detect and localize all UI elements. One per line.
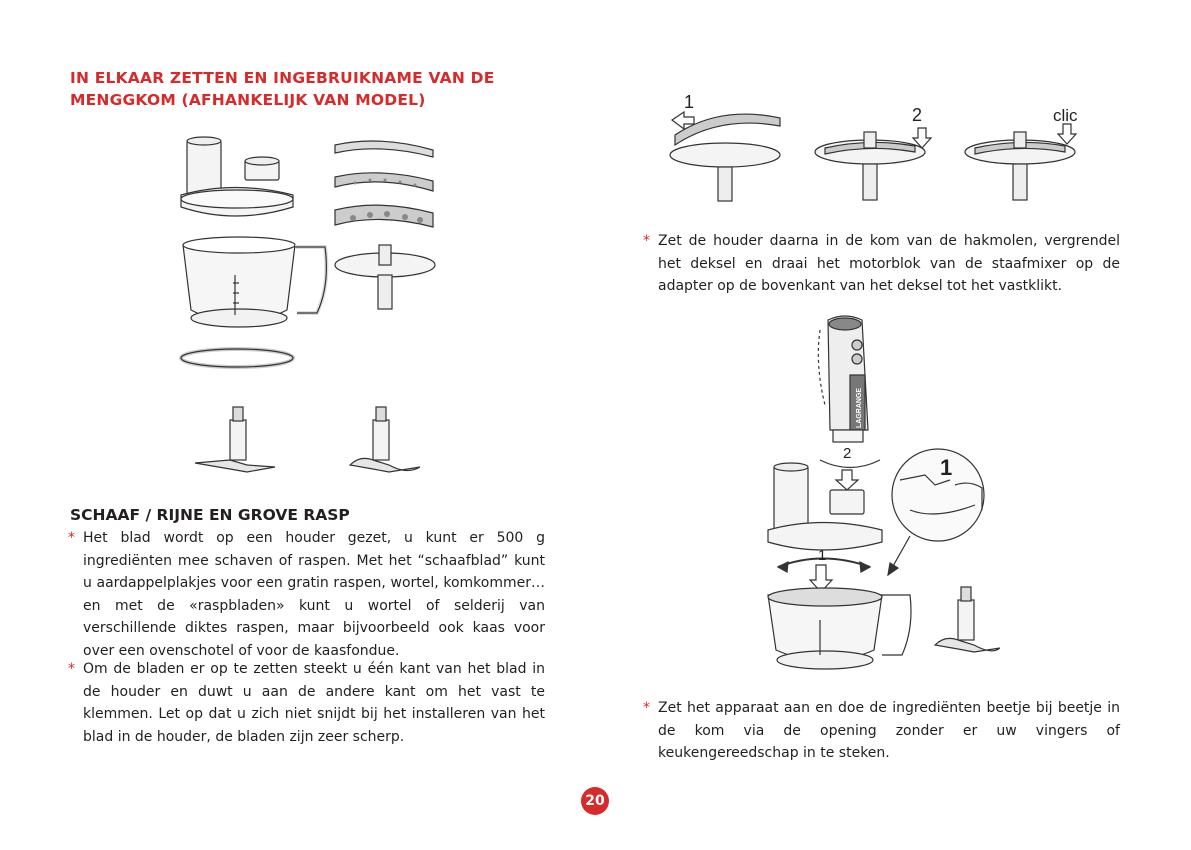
assembly-label-1: 1 xyxy=(818,547,827,564)
paragraph-text: Zet het apparaat aan en doe de ingrediënten beetje bij beetje in de kom via de opening zonder er uw vingers of keukengereedschap in te steken. xyxy=(658,700,1120,762)
parts-illustration xyxy=(175,135,450,480)
bullet-marker: * xyxy=(643,233,650,249)
bullet-marker: * xyxy=(643,700,650,716)
paragraph-holder-placement xyxy=(643,230,1120,298)
paragraph-text: Om de bladen er op te zetten steekt u één kant van het blad in de houder en duwt u aan de andere kant om het vast te klemmen. Let op dat u zich niet snijdt bij het installeren van het blad in de houder, de bladen zijn zeer scherp. xyxy=(83,661,545,745)
blade-mounting-steps xyxy=(660,90,1120,210)
paragraph-text: Zet de houder daarna in de kom van de hakmolen, vergrendel het deksel en draai het motorblok van de staafmixer op de adapter op de bovenkant van het deksel tot het vastklikt. xyxy=(658,233,1120,295)
paragraph-blade-install xyxy=(68,658,545,748)
bullet-marker: * xyxy=(68,530,75,546)
chopping-blade-illustration-2 xyxy=(350,407,420,472)
step-label-2: 2 xyxy=(912,105,923,125)
slicer-blades-illustration xyxy=(335,141,433,227)
step-label-1: 1 xyxy=(684,92,695,112)
page-number: 20 xyxy=(581,787,609,815)
assembly-label-2: 2 xyxy=(843,445,852,462)
zoom-label-1: 1 xyxy=(940,455,953,480)
paragraph-operation xyxy=(643,697,1120,765)
chopping-blade-assembly xyxy=(935,587,1000,652)
paragraph-slicer-usage xyxy=(68,527,545,663)
bowl-assembly-illustration xyxy=(768,588,911,669)
bullet-marker: * xyxy=(68,661,75,677)
step-label-clic: clic xyxy=(1053,106,1078,125)
assembly-illustration xyxy=(760,310,1000,675)
disc-holder-illustration xyxy=(335,245,435,309)
bowl-illustration xyxy=(183,237,326,327)
brand-label: LAGRANGE xyxy=(856,387,863,428)
paragraph-text: Het blad wordt op een houder gezet, u kunt er 500 g ingrediënten mee schaven of raspen. Met het “schaafblad” kunt u aardappelplakjes voor een gratin raspen, wortel, komkommer… en met de «raspbladen» kunt u wortel of selderij van verschillende diktes raspen, maar bijvoorbeeld ook kaas voor over een ovenschotel of voor de kaasfondue. xyxy=(83,530,545,659)
lid-illustration xyxy=(181,137,293,216)
chopping-blade-illustration xyxy=(195,407,275,472)
lid-assembly-illustration xyxy=(768,463,882,550)
zoom-detail-illustration xyxy=(888,449,984,575)
page-title: IN ELKAAR ZETTEN EN INGEBRUIKNAME VAN DE MENGGKOM (AFHANKELIJK VAN MODEL) xyxy=(70,69,495,109)
section-title: SCHAAF / RIJNE EN GROVE RASP xyxy=(70,506,350,524)
